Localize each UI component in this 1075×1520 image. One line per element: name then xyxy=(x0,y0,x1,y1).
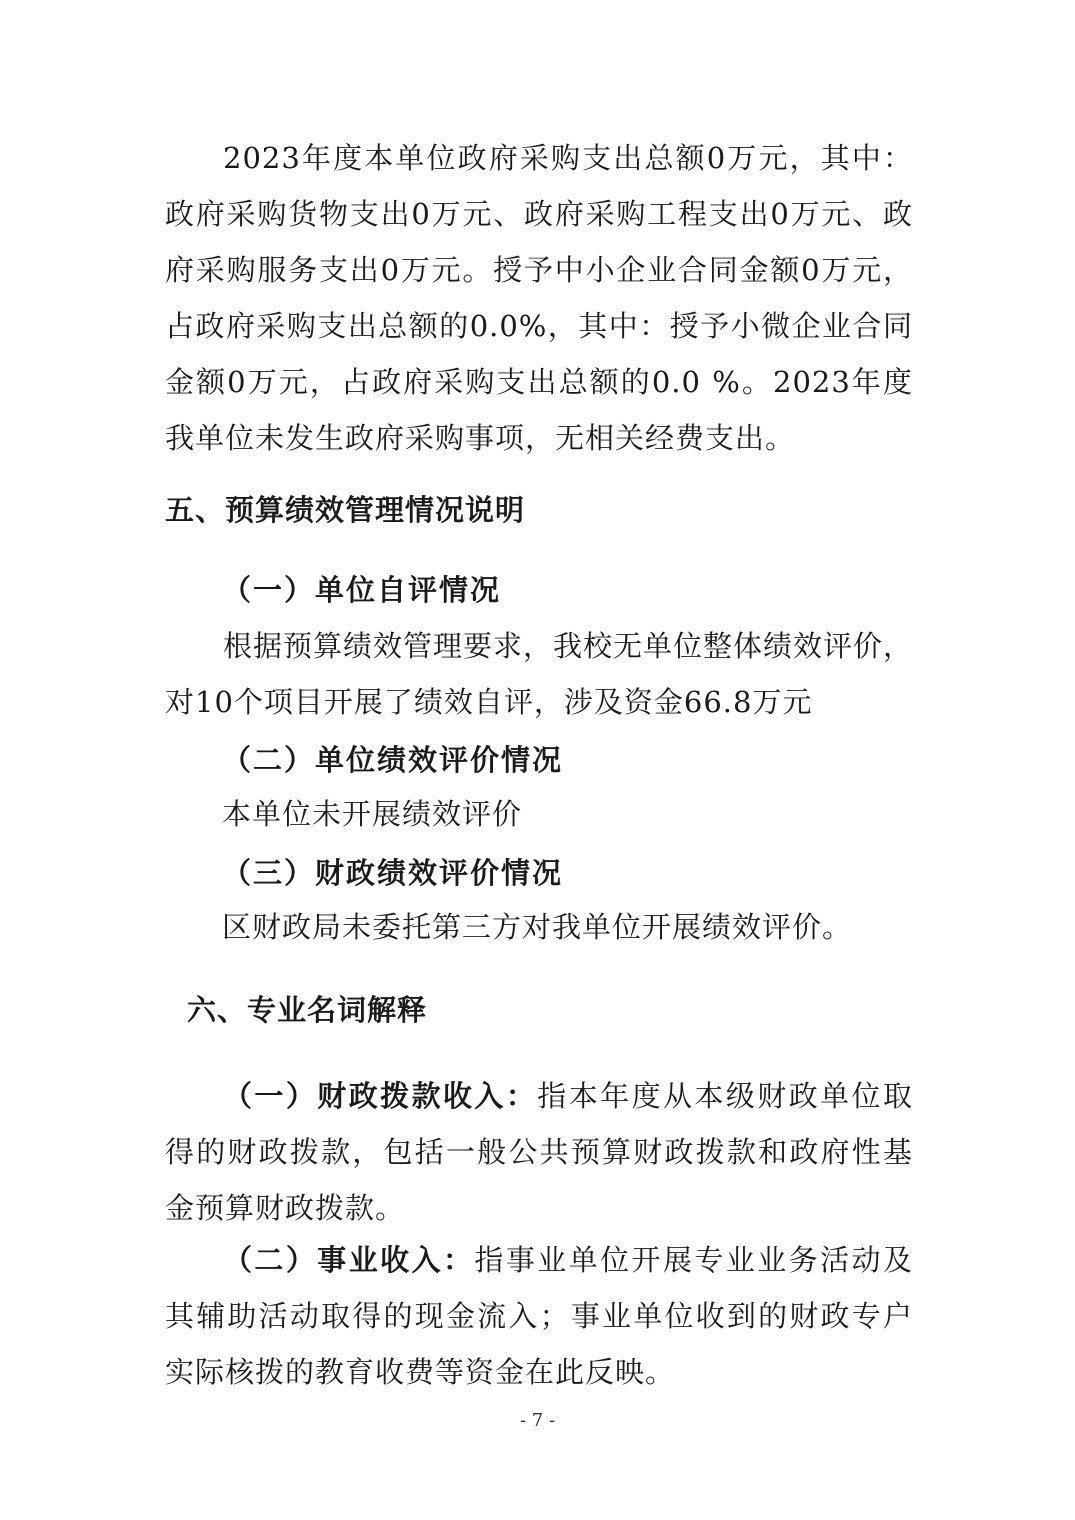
section-5-heading: 五、预算绩效管理情况说明 xyxy=(165,493,526,527)
finance-evaluation-text: 区财政局未委托第三方对我单位开展绩效评价。 xyxy=(222,910,853,944)
section-6-heading: 六、专业名词解释 xyxy=(187,993,428,1027)
subsection-unit-evaluation-title: （二）单位绩效评价情况 xyxy=(222,743,564,777)
term-business-income-text: 指事业单位开展专业业务活动及其辅助活动取得的现金流入；事业单位收到的财政专户实际核拨的教育收费等资金在此反映。 xyxy=(165,1243,913,1389)
page-number: - 7 - xyxy=(519,1410,556,1431)
subsection-self-evaluation-title: （一）单位自评情况 xyxy=(222,573,502,607)
unit-evaluation-text: 本单位未开展绩效评价 xyxy=(222,797,523,831)
procurement-paragraph: 2023年度本单位政府采购支出总额0万元，其中：政府采购货物支出0万元、政府采购工程支出0万元、政府采购服务支出0万元。授予中小企业合同金额0万元，占政府采购支出总额的0.0%，其中：授予小微企业合同金额0万元，占政府采购支出总额的0.0 %。2023年度我单位未发生政府采购事项，无相关经费支出。 xyxy=(165,141,913,455)
term-fiscal-appropriation xyxy=(165,1068,913,1236)
subsection-finance-evaluation-title: （三）财政绩效评价情况 xyxy=(222,856,564,890)
self-evaluation-text: 根据预算绩效管理要求，我校无单位整体绩效评价，对10个项目开展了绩效自评，涉及资金66.8万元 xyxy=(165,629,914,719)
term-fiscal-appropriation-text: 指本年度从本级财政单位取得的财政拨款，包括一般公共预算财政拨款和政府性基金预算财政拨款。 xyxy=(165,1079,913,1225)
term-fiscal-appropriation-label: （一）财政拨款收入： xyxy=(223,1079,538,1113)
term-business-income-label: （二）事业收入： xyxy=(223,1243,475,1277)
term-business-income xyxy=(165,1232,913,1400)
